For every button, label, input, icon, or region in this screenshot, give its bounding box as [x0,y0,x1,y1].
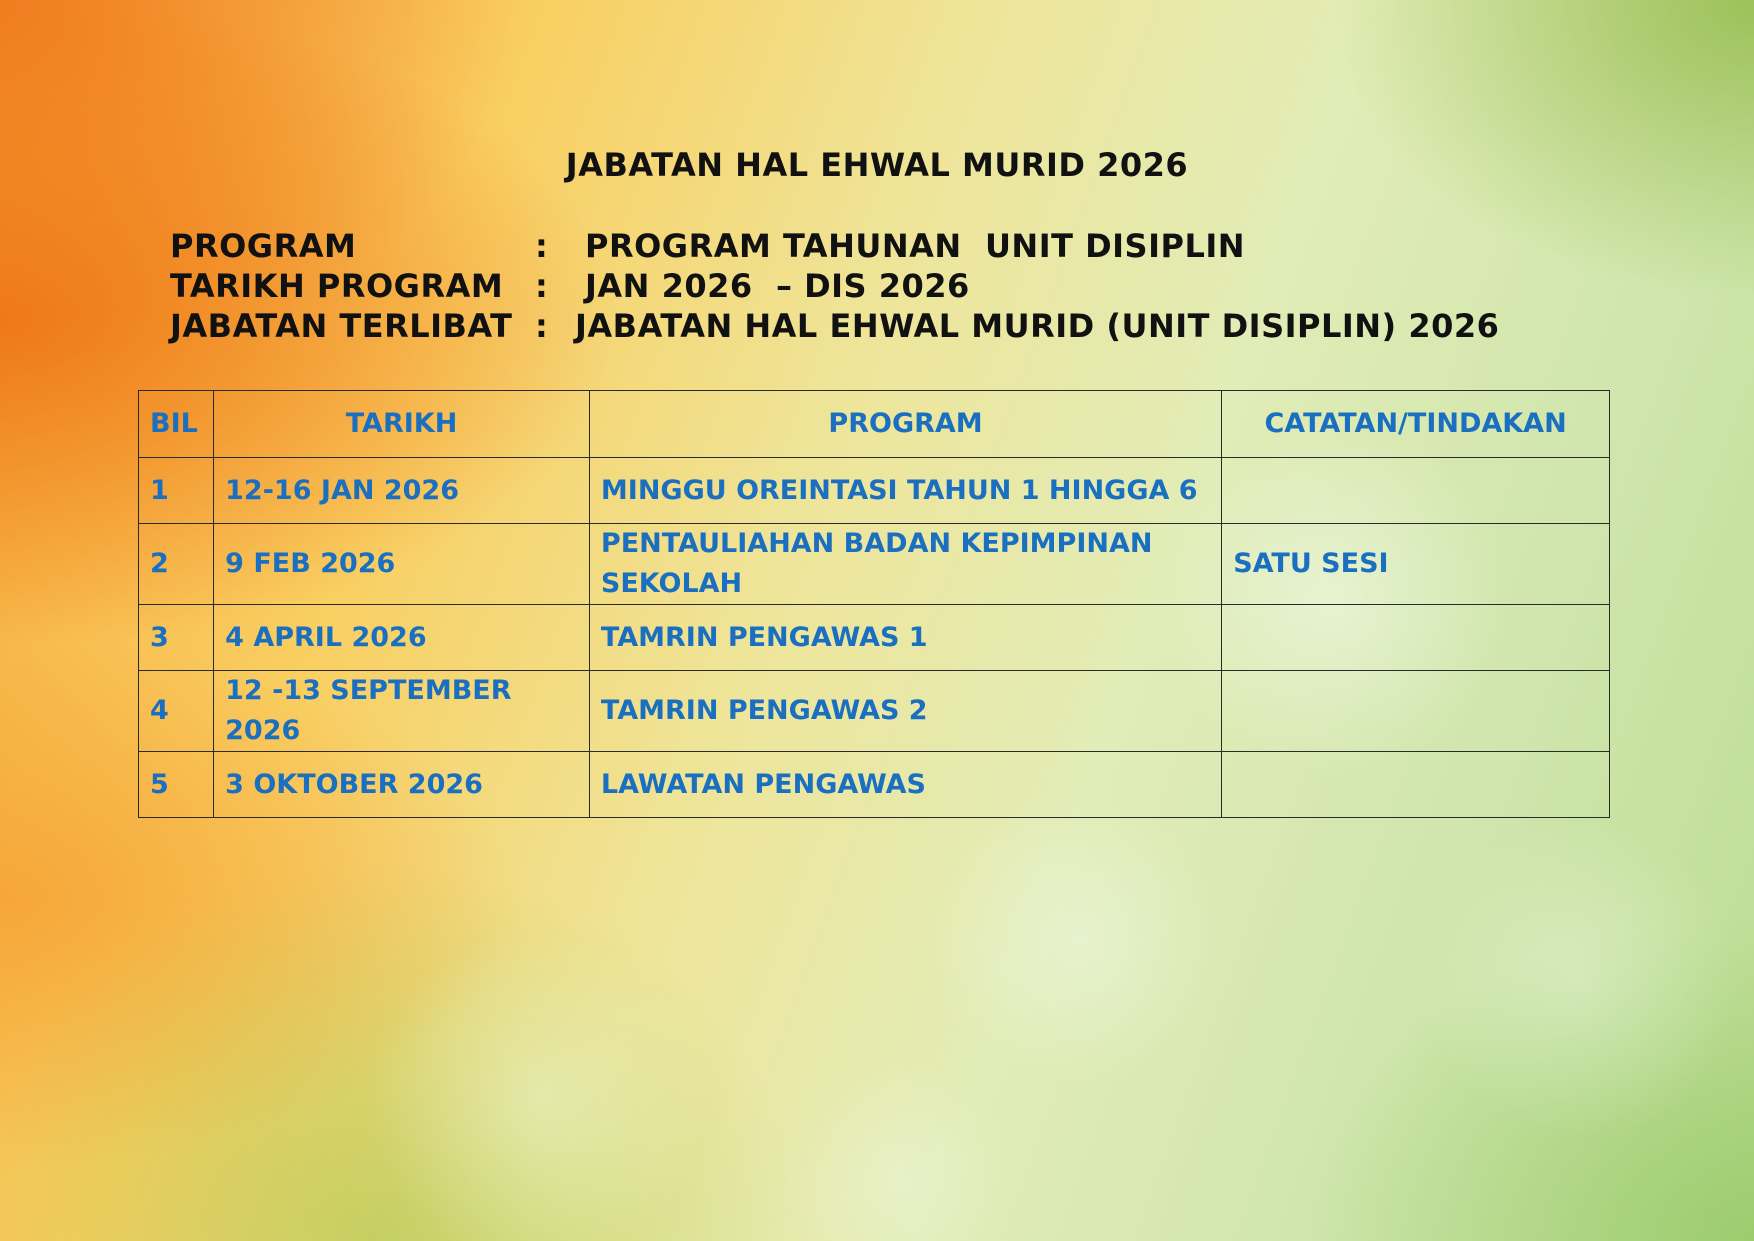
cell-tarikh: 3 OKTOBER 2026 [214,752,590,818]
info-value: JABATAN HAL EHWAL MURID (UNIT DISIPLIN) 2026 [575,307,1500,345]
page-title: JABATAN HAL EHWAL MURID 2026 [565,146,1189,184]
table-row [139,458,1610,524]
info-row-jabatan-terlibat [170,306,1499,346]
table-row [139,524,1610,605]
header-bil: BIL [139,391,214,458]
table-header-row [139,391,1610,458]
table-row [139,605,1610,671]
info-colon: : [535,267,549,305]
cell-tarikh: 12 -13 SEPTEMBER 2026 [214,671,590,752]
info-colon: : [535,227,549,265]
cell-bil: 1 [139,458,214,524]
header-program: PROGRAM [589,391,1221,458]
info-value: JAN 2026 – DIS 2026 [585,267,970,305]
cell-catatan: SATU SESI [1222,524,1610,605]
info-row-program [170,226,1499,266]
cell-tarikh: 9 FEB 2026 [214,524,590,605]
cell-program: TAMRIN PENGAWAS 1 [589,605,1221,671]
cell-catatan [1222,458,1610,524]
cell-catatan [1222,752,1610,818]
program-info [170,226,1499,346]
table-row [139,752,1610,818]
cell-catatan [1222,671,1610,752]
cell-bil: 3 [139,605,214,671]
cell-bil: 2 [139,524,214,605]
info-label: PROGRAM [170,227,357,265]
info-value: PROGRAM TAHUNAN UNIT DISIPLIN [585,227,1246,265]
cell-program: TAMRIN PENGAWAS 2 [589,671,1221,752]
cell-program: PENTAULIAHAN BADAN KEPIMPINAN SEKOLAH [589,524,1221,605]
table-row [139,671,1610,752]
cell-tarikh: 12-16 JAN 2026 [214,458,590,524]
cell-program: MINGGU OREINTASI TAHUN 1 HINGGA 6 [589,458,1221,524]
cell-catatan [1222,605,1610,671]
cell-bil: 5 [139,752,214,818]
info-colon: : [535,307,549,345]
cell-bil: 4 [139,671,214,752]
header-catatan: CATATAN/TINDAKAN [1222,391,1610,458]
program-schedule-table [138,390,1610,818]
header-tarikh: TARIKH [214,391,590,458]
cell-program: LAWATAN PENGAWAS [589,752,1221,818]
info-row-tarikh-program [170,266,1499,306]
info-label: JABATAN TERLIBAT [170,307,513,345]
cell-tarikh: 4 APRIL 2026 [214,605,590,671]
info-label: TARIKH PROGRAM [170,267,504,305]
